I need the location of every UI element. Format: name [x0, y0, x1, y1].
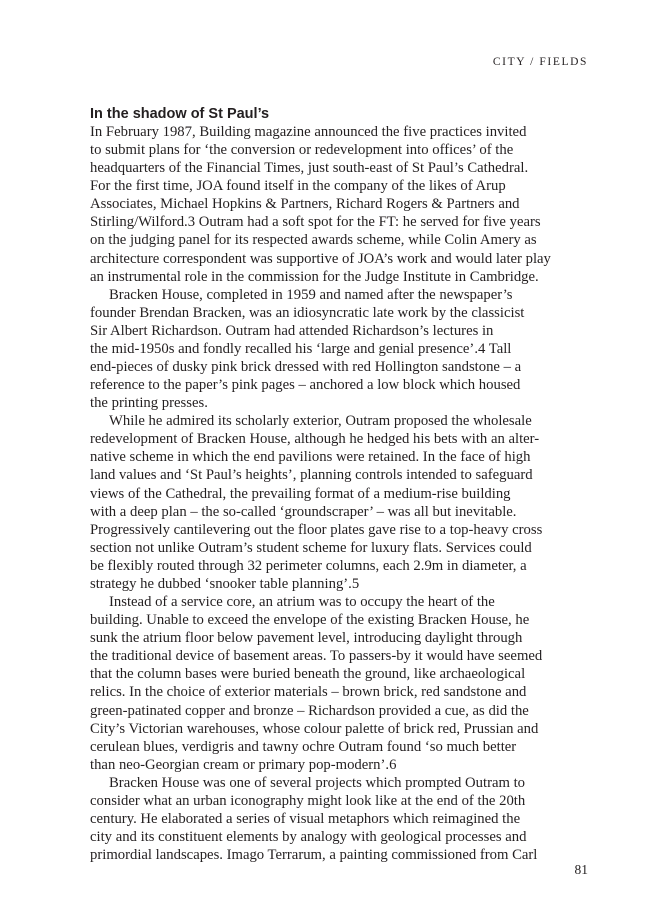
body-line: redevelopment of Bracken House, although he hedged his bets with an alter-	[90, 431, 540, 448]
body-line: to submit plans for ‘the conversion or redevelopment into offices’ of the	[90, 142, 514, 159]
section-heading: In the shadow of St Paul’s	[90, 106, 270, 122]
body-text	[90, 123, 560, 864]
body-line: the traditional device of basement areas. To passers-by it would have seemed	[90, 648, 543, 665]
body-line: In February 1987, Building magazine announced the five practices invited	[90, 124, 527, 140]
body-line: land values and ‘St Paul’s heights’, planning controls intended to safeguard	[90, 467, 533, 484]
body-line: founder Brendan Bracken, was an idiosyncratic late work by the classicist	[90, 304, 525, 321]
body-line: Associates, Michael Hopkins & Partners, Richard Rogers & Partners and	[90, 196, 520, 213]
body-line: section not unlike Outram’s student scheme for luxury flats. Services could	[90, 539, 532, 556]
body-line: headquarters of the Financial Times, just south-east of St Paul’s Cathedral.	[90, 160, 529, 177]
body-line: For the first time, JOA found itself in the company of the likes of Arup	[90, 178, 506, 195]
body-line: native scheme in which the end pavilions were retained. In the face of high	[90, 449, 531, 466]
body-line: building. Unable to exceed the envelope of the existing Bracken House, he	[90, 612, 530, 629]
body-line: architecture correspondent was supportive of JOA’s work and would later play	[90, 250, 551, 267]
body-line: the mid-1950s and fondly recalled his ‘large and genial presence’.4 Tall	[90, 340, 512, 357]
body-line: that the column bases were buried beneath the ground, like archaeological	[90, 666, 526, 683]
body-line: Sir Albert Richardson. Outram had attended Richardson’s lectures in	[90, 322, 494, 339]
body-line: City’s Victorian warehouses, whose colour palette of brick red, Prussian and	[90, 720, 539, 737]
body-line: sunk the atrium floor below pavement level, introducing daylight through	[90, 630, 523, 647]
body-line: an instrumental role in the commission for the Judge Institute in Cambridge.	[90, 268, 539, 285]
running-head: CITY / FIELDS	[492, 56, 588, 68]
body-line: relics. In the choice of exterior materials – brown brick, red sandstone and	[90, 684, 527, 701]
body-line: cerulean blues, verdigris and tawny ochre Outram found ‘so much better	[90, 738, 517, 755]
body-line: green-patinated copper and bronze – Richardson provided a cue, as did the	[90, 702, 529, 719]
body-line: Bracken House was one of several projects which prompted Outram to	[109, 774, 526, 791]
body-line: Instead of a service core, an atrium was to occupy the heart of the	[109, 594, 495, 611]
body-line: on the judging panel for its respected awards scheme, while Colin Amery as	[90, 232, 537, 249]
body-line: reference to the paper’s pink pages – anchored a low block which housed	[90, 377, 521, 394]
body-line: Bracken House, completed in 1959 and named after the newspaper’s	[109, 286, 513, 303]
body-line: than neo-Georgian cream or primary pop-modern’.6	[90, 756, 397, 773]
body-line: the printing presses.	[90, 395, 208, 412]
body-line: be flexibly routed through 32 perimeter columns, each 2.9m in diameter, a	[90, 557, 527, 574]
body-line: consider what an urban iconography might look like at the end of the 20th	[90, 792, 526, 809]
body-line: city and its constituent elements by analogy with geological processes and	[90, 829, 527, 846]
body-line: primordial landscapes. Imago Terrarum, a painting commissioned from Carl	[90, 847, 538, 864]
body-line: views of the Cathedral, the prevailing format of a medium-rise building	[90, 485, 511, 502]
page-number: 81	[574, 862, 588, 877]
body-line: While he admired its scholarly exterior, Outram proposed the wholesale	[109, 413, 532, 430]
body-line: strategy he dubbed ‘snooker table planning’.5	[90, 575, 360, 592]
body-line: century. He elaborated a series of visual metaphors which reimagined the	[90, 810, 521, 827]
body-line: Progressively cantilevering out the floor plates gave rise to a top-heavy cross	[90, 521, 543, 538]
body-line: with a deep plan – the so-called ‘groundscraper’ – was all but inevitable.	[90, 503, 517, 520]
body-line: end-pieces of dusky pink brick dressed with red Hollington sandstone – a	[90, 359, 522, 376]
body-line: Stirling/Wilford.3 Outram had a soft spot for the FT: he served for five years	[90, 214, 541, 231]
